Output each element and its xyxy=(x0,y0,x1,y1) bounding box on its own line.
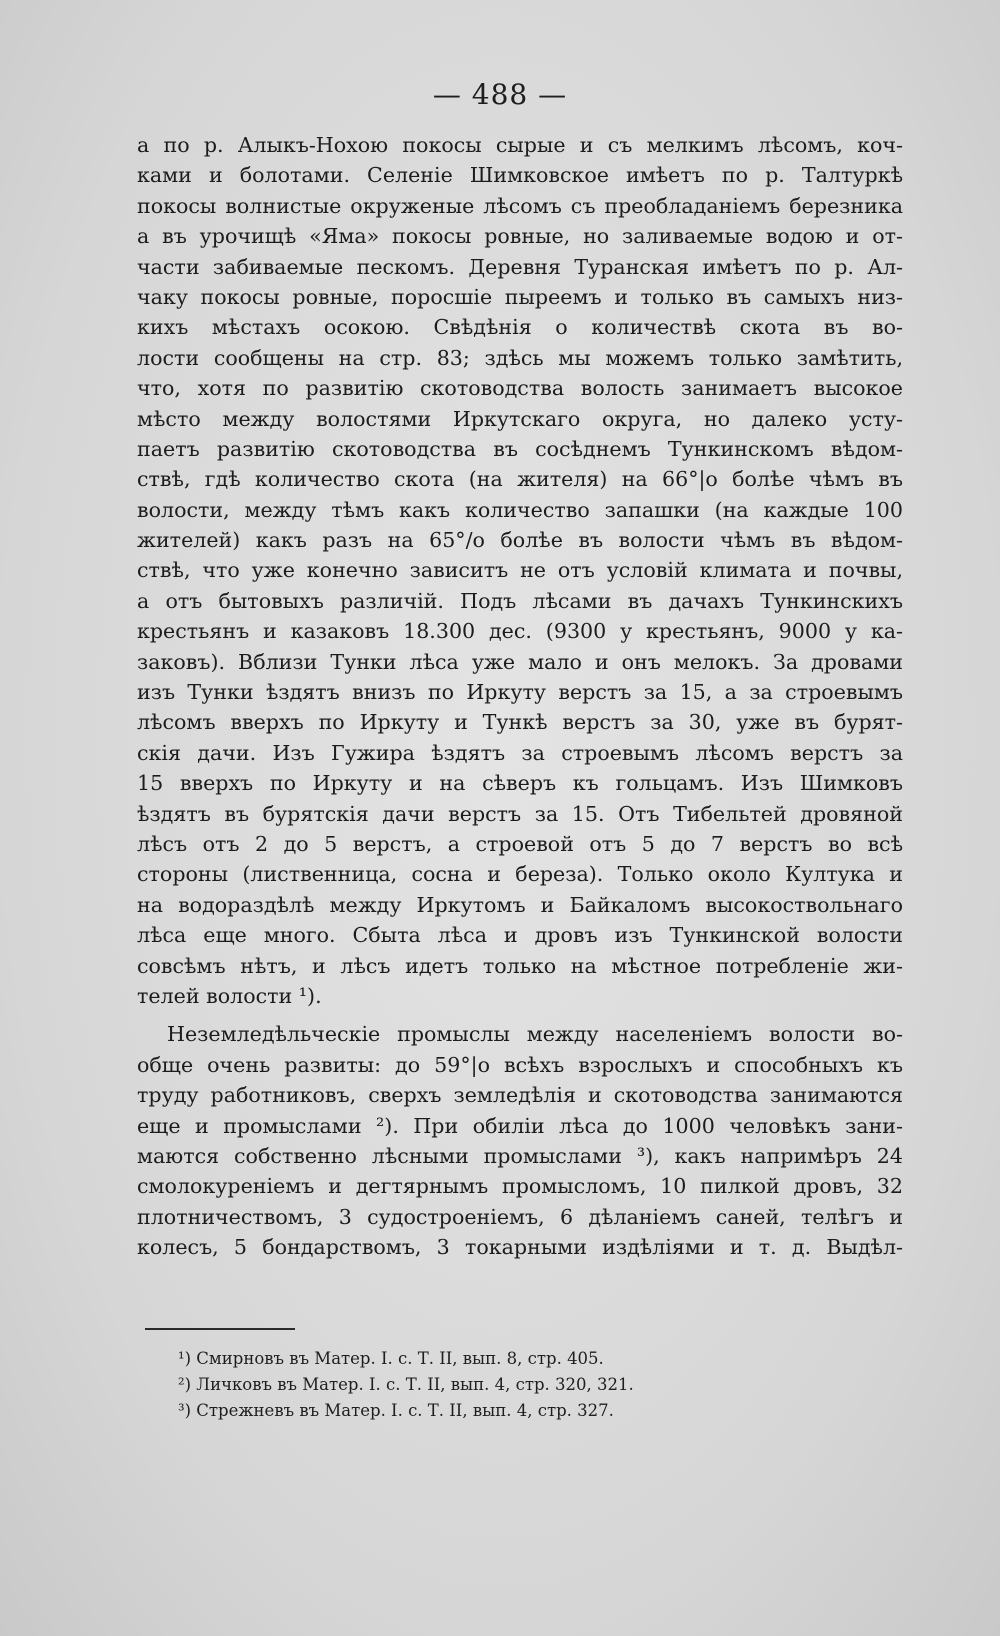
text-line: скія дачи. Изъ Гужира ѣздятъ за строевымъ лѣсомъ верстъ за xyxy=(137,740,903,765)
footnotes xyxy=(178,1346,738,1424)
text-line: а въ урочищѣ «Яма» покосы ровные, но заливаемые водою и от- xyxy=(137,224,903,249)
text-line: чаку покосы ровные, поросшіе пыреемъ и только въ самыхъ низ- xyxy=(137,284,903,309)
text-line: обще очень развиты: до 59°|о всѣхъ взрослыхъ и способныхъ къ xyxy=(137,1052,903,1077)
text-line: что, хотя по развитію скотоводства волость занимаетъ высокое xyxy=(137,376,903,401)
text-line: лѣсъ отъ 2 до 5 верстъ, а строевой отъ 5 до 7 верстъ во всѣ xyxy=(137,831,903,856)
page-number: — 488 — xyxy=(432,78,568,111)
footnote: ¹) Смирновъ въ Матер. I. с. Т. II, вып. 8, стр. 405. xyxy=(178,1349,604,1368)
text-line: лости сообщены на стр. 83; здѣсь мы можемъ только замѣтить, xyxy=(137,345,903,370)
main-text xyxy=(137,130,903,1262)
text-line: колесъ, 5 бондарствомъ, 3 токарными издѣліями и т. д. Выдѣл- xyxy=(137,1235,903,1260)
text-line: Неземледѣльческіе промыслы между населеніемъ волости во- xyxy=(167,1022,903,1047)
text-line: плотничествомъ, 3 судостроеніемъ, 6 дѣланіемъ саней, телѣгъ и xyxy=(137,1204,903,1229)
text-line: стороны (лиственница, сосна и береза). Только около Култука и xyxy=(137,862,903,887)
text-line: волости, между тѣмъ какъ количество запашки (на каждые 100 xyxy=(137,497,903,522)
text-line: ствѣ, гдѣ количество скота (на жителя) на 66°|о болѣе чѣмъ въ xyxy=(137,467,903,492)
text-line: кихъ мѣстахъ осокою. Свѣдѣнія о количествѣ скота въ во- xyxy=(137,315,903,340)
text-line: ками и болотами. Селеніе Шимковское имѣетъ по р. Талтуркѣ xyxy=(137,163,903,188)
text-line: мѣсто между волостями Иркутскаго округа, но далеко усту- xyxy=(137,406,903,431)
text-line: изъ Тунки ѣздятъ внизъ по Иркуту верстъ за 15, а за строевымъ xyxy=(137,680,903,705)
text-line: заковъ). Вблизи Тунки лѣса уже мало и онъ мелокъ. За дровами xyxy=(137,649,903,674)
text-line: покосы волнистые окруженые лѣсомъ съ преобладаніемъ березника xyxy=(137,193,903,218)
footnote-divider xyxy=(145,1328,295,1330)
text-line: ствѣ, что уже конечно зависитъ не отъ условій климата и почвы, xyxy=(137,558,903,583)
text-line: совсѣмъ нѣтъ, и лѣсъ идетъ только на мѣстное потребленіе жи- xyxy=(137,953,903,978)
text-line: лѣса еще много. Сбыта лѣса и дровъ изъ Тункинской волости xyxy=(137,923,903,948)
paragraph-gap xyxy=(137,1011,903,1019)
text-line: крестьянъ и казаковъ 18.300 дес. (9300 у крестьянъ, 9000 у ка- xyxy=(137,619,903,644)
text-line: а отъ бытовыхъ различій. Подъ лѣсами въ дачахъ Тункинскихъ xyxy=(137,588,903,613)
text-line: еще и промыслами ²). При обиліи лѣса до 1000 человѣкъ зани- xyxy=(137,1113,903,1138)
paragraph-1 xyxy=(137,130,903,1011)
text-line: маются собственно лѣсными промыслами ³), какъ напримѣръ 24 xyxy=(137,1143,903,1168)
text-line: жителей) какъ разъ на 65°/о болѣе въ волости чѣмъ въ вѣдом- xyxy=(137,528,903,553)
text-line: смолокуреніемъ и дегтярнымъ промысломъ, 10 пилкой дровъ, 32 xyxy=(137,1174,903,1199)
paragraph-2 xyxy=(137,1019,903,1262)
text-line: ѣздятъ въ бурятскія дачи верстъ за 15. Отъ Тибельтей дровяной xyxy=(137,801,903,826)
text-line: 15 вверхъ по Иркуту и на сѣверъ къ гольцамъ. Изъ Шимковъ xyxy=(137,771,903,796)
footnote: ²) Личковъ въ Матер. I. с. Т. II, вып. 4, стр. 320, 321. xyxy=(178,1375,634,1394)
text-line: а по р. Алыкъ-Нохою покосы сырые и съ мелкимъ лѣсомъ, коч- xyxy=(137,133,903,157)
text-line: паетъ развитію скотоводства въ сосѣднемъ Тункинскомъ вѣдом- xyxy=(137,436,903,461)
text-line: части забиваемые пескомъ. Деревня Туранская имѣетъ по р. Ал- xyxy=(137,254,903,279)
text-line: телей волости ¹). xyxy=(137,983,322,1008)
text-line: лѣсомъ вверхъ по Иркуту и Тункѣ верстъ за 30, уже въ бурят- xyxy=(137,710,903,735)
text-line: на водораздѣлѣ между Иркутомъ и Байкаломъ высокоствольнаго xyxy=(137,892,903,917)
text-line: труду работниковъ, сверхъ земледѣлія и скотоводства занимаются xyxy=(137,1083,903,1108)
footnote: ³) Стрежневъ въ Матер. I. с. Т. II, вып. 4, стр. 327. xyxy=(178,1401,614,1420)
